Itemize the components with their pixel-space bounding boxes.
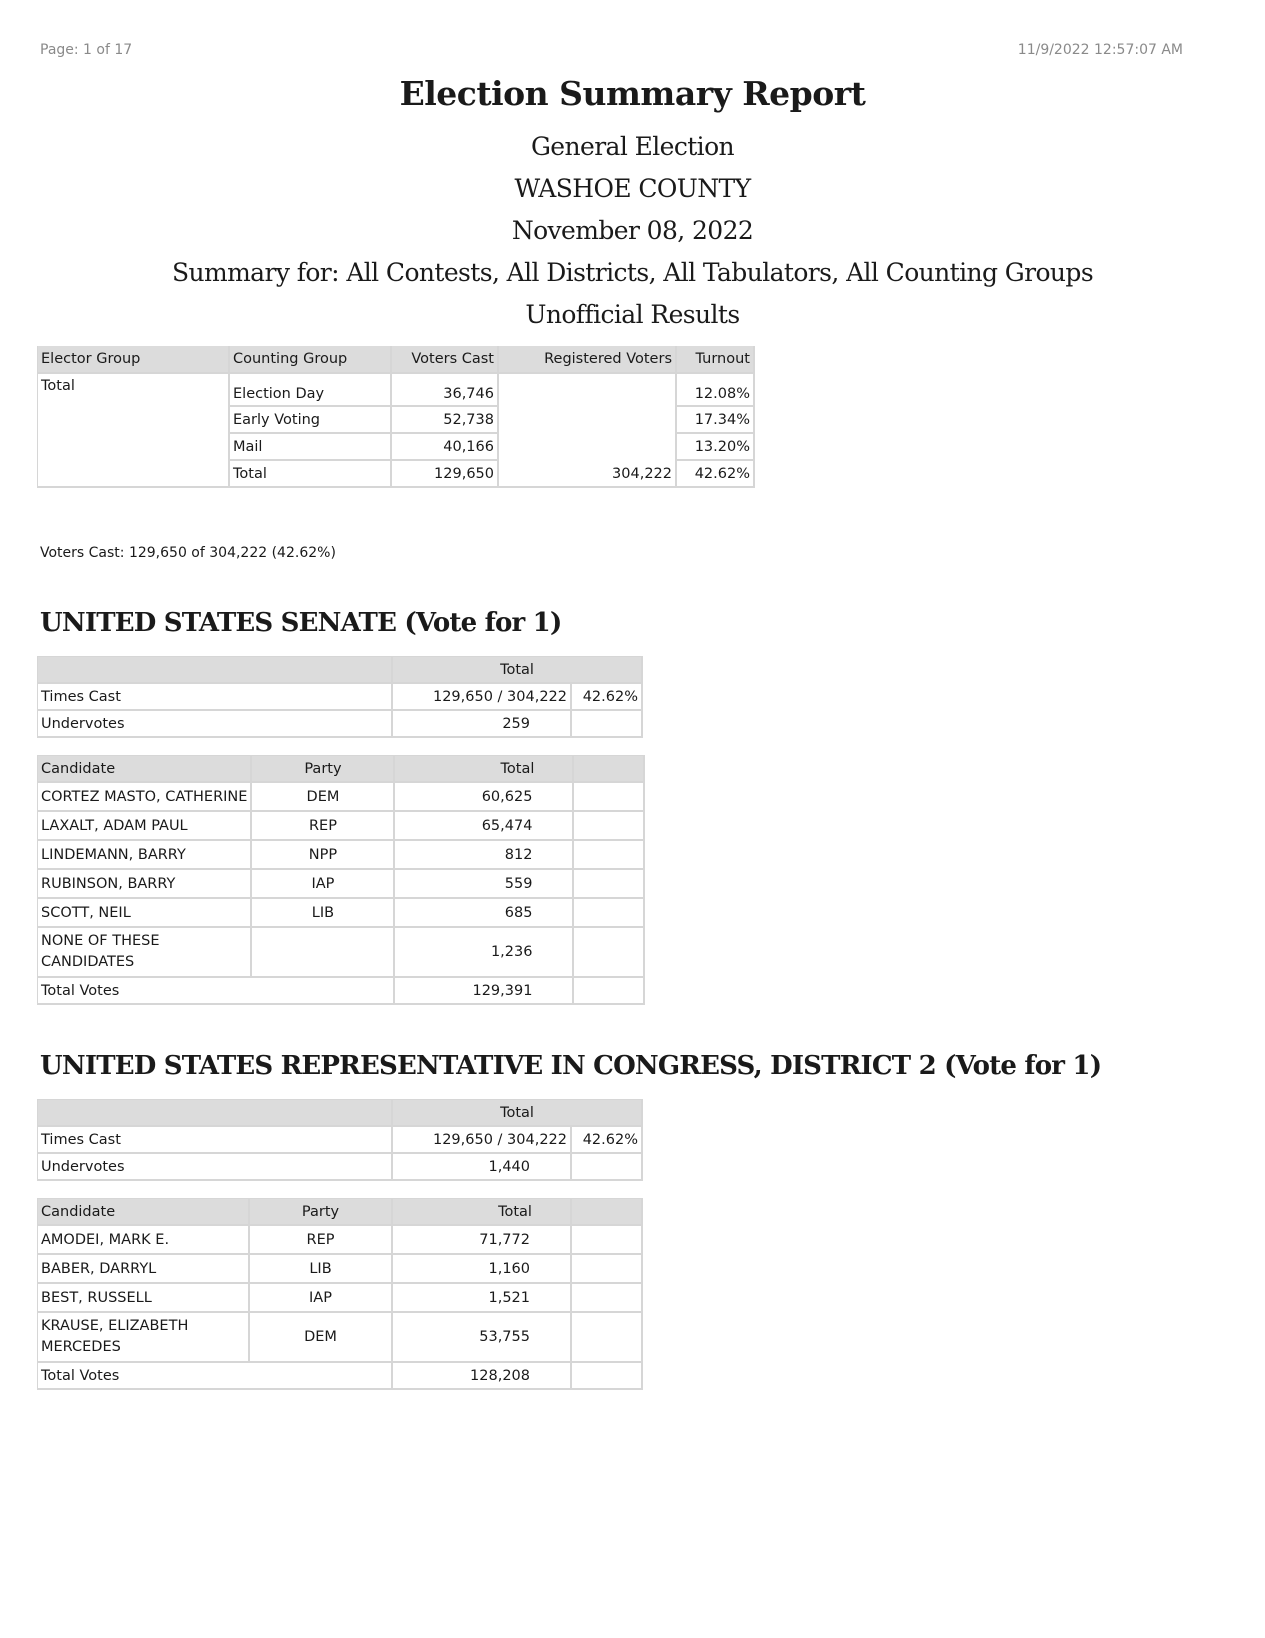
candidate-pct: [572, 1226, 643, 1255]
candidate-total: 65,474: [395, 812, 574, 841]
candidate-row: [37, 1284, 643, 1313]
turnout-cell: 12.08%: [677, 374, 755, 407]
counting-group-cell: Early Voting: [230, 407, 392, 434]
election-date: November 08, 2022: [511, 216, 754, 245]
total-votes-value: 129,391: [395, 978, 574, 1005]
times-cast-label: Times Cast: [37, 1127, 393, 1154]
congress-candidates-table: [37, 1198, 643, 1390]
candidate-party: REP: [252, 812, 395, 841]
candidate-pct: [572, 1313, 643, 1363]
candidate-pct: [574, 870, 645, 899]
candidate-total: 812: [395, 841, 574, 870]
candidate-name: KRAUSE, ELIZABETH MERCEDES: [37, 1313, 250, 1363]
candidate-pct: [572, 1284, 643, 1313]
undervotes-pct: [572, 1154, 643, 1181]
header-turnout: Turnout: [677, 346, 755, 374]
candidate-party: [252, 928, 395, 978]
candidate-name: AMODEI, MARK E.: [37, 1226, 250, 1255]
total-votes-row: [37, 978, 645, 1005]
voters-cast-cell: 40,166: [392, 434, 499, 461]
candidate-name: BABER, DARRYL: [37, 1255, 250, 1284]
times-cast-value: 129,650 / 304,222: [393, 1127, 572, 1154]
total-votes-row: [37, 1363, 643, 1390]
header-total: Total: [395, 755, 574, 783]
candidate-total: 71,772: [393, 1226, 572, 1255]
header-elector-group: Elector Group: [37, 346, 230, 374]
page-number: Page: 1 of 17: [40, 42, 133, 58]
candidate-party: NPP: [252, 841, 395, 870]
table-header-row: [37, 1099, 643, 1127]
contest-title-congress-d2: UNITED STATES REPRESENTATIVE IN CONGRESS, DISTRICT 2 (Vote for 1): [40, 1051, 1102, 1081]
header-party: Party: [250, 1198, 393, 1226]
candidate-name: SCOTT, NEIL: [37, 899, 252, 928]
registered-cell: [499, 407, 677, 434]
candidate-total: 559: [395, 870, 574, 899]
report-title: Election Summary Report: [399, 74, 866, 113]
candidate-name: CORTEZ MASTO, CATHERINE: [37, 783, 252, 812]
candidate-name: LINDEMANN, BARRY: [37, 841, 252, 870]
elector-group-cell: Total: [37, 374, 230, 488]
table-row: [37, 374, 755, 407]
total-votes-value: 128,208: [393, 1363, 572, 1390]
candidate-party: IAP: [252, 870, 395, 899]
candidate-total: 1,521: [393, 1284, 572, 1313]
election-name: General Election: [530, 132, 735, 161]
header-blank: [37, 1099, 393, 1127]
candidate-total: 685: [395, 899, 574, 928]
table-header-row: [37, 656, 643, 684]
total-votes-label: Total Votes: [37, 1363, 393, 1390]
undervotes-value: 259: [393, 711, 572, 738]
candidate-party: LIB: [252, 899, 395, 928]
registered-cell: [499, 434, 677, 461]
registered-cell: [499, 374, 677, 407]
candidate-pct: [572, 1255, 643, 1284]
candidate-row: [37, 870, 645, 899]
header-total: Total: [393, 1198, 572, 1226]
turnout-cell: 17.34%: [677, 407, 755, 434]
candidate-row: [37, 928, 645, 978]
header-pct: [572, 1198, 643, 1226]
table-header-row: [37, 755, 645, 783]
header-pct: [574, 755, 645, 783]
candidate-party: REP: [250, 1226, 393, 1255]
candidate-row: [37, 1313, 643, 1363]
senate-candidates-table: [37, 755, 645, 1005]
undervotes-value: 1,440: [393, 1154, 572, 1181]
table-header-row: [37, 1198, 643, 1226]
candidate-party: IAP: [250, 1284, 393, 1313]
table-row: [37, 1127, 643, 1154]
voters-cast-cell: 129,650: [392, 461, 499, 488]
turnout-cell: 13.20%: [677, 434, 755, 461]
candidate-pct: [574, 783, 645, 812]
table-row: [37, 711, 643, 738]
candidate-row: [37, 1226, 643, 1255]
times-cast-label: Times Cast: [37, 684, 393, 711]
total-votes-pct: [574, 978, 645, 1005]
candidate-party: LIB: [250, 1255, 393, 1284]
header-blank: [37, 656, 393, 684]
candidate-row: [37, 812, 645, 841]
candidate-total: 1,160: [393, 1255, 572, 1284]
voters-cast-cell: 36,746: [392, 374, 499, 407]
candidate-name: LAXALT, ADAM PAUL: [37, 812, 252, 841]
total-votes-label: Total Votes: [37, 978, 395, 1005]
times-cast-pct: 42.62%: [572, 684, 643, 711]
candidate-total: 60,625: [395, 783, 574, 812]
candidate-party: DEM: [252, 783, 395, 812]
table-row: [37, 1154, 643, 1181]
undervotes-label: Undervotes: [37, 711, 393, 738]
candidate-party: DEM: [250, 1313, 393, 1363]
candidate-name: RUBINSON, BARRY: [37, 870, 252, 899]
candidate-row: [37, 841, 645, 870]
voters-cast-summary: Voters Cast: 129,650 of 304,222 (42.62%): [40, 545, 336, 561]
header-total: Total: [393, 656, 643, 684]
voters-cast-cell: 52,738: [392, 407, 499, 434]
summary-scope: Summary for: All Contests, All Districts, All Tabulators, All Counting Groups: [171, 258, 1094, 287]
candidate-name: BEST, RUSSELL: [37, 1284, 250, 1313]
turnout-table: [37, 346, 755, 488]
header-candidate: Candidate: [37, 755, 252, 783]
registered-cell: 304,222: [499, 461, 677, 488]
table-row: [37, 684, 643, 711]
counting-group-cell: Election Day: [230, 374, 392, 407]
header-voters-cast: Voters Cast: [392, 346, 499, 374]
congress-stats-table: [37, 1099, 643, 1181]
header-party: Party: [252, 755, 395, 783]
candidate-row: [37, 1255, 643, 1284]
turnout-cell: 42.62%: [677, 461, 755, 488]
candidate-pct: [574, 899, 645, 928]
header-counting-group: Counting Group: [230, 346, 392, 374]
counting-group-cell: Mail: [230, 434, 392, 461]
header-candidate: Candidate: [37, 1198, 250, 1226]
total-votes-pct: [572, 1363, 643, 1390]
county-name: WASHOE COUNTY: [514, 174, 751, 203]
times-cast-value: 129,650 / 304,222: [393, 684, 572, 711]
candidate-pct: [574, 841, 645, 870]
counting-group-cell: Total: [230, 461, 392, 488]
undervotes-pct: [572, 711, 643, 738]
table-header-row: [37, 346, 755, 374]
header-registered-voters: Registered Voters: [499, 346, 677, 374]
senate-stats-table: [37, 656, 643, 738]
candidate-total: 1,236: [395, 928, 574, 978]
report-timestamp: 11/9/2022 12:57:07 AM: [1017, 42, 1183, 58]
header-total: Total: [393, 1099, 643, 1127]
candidate-row: [37, 899, 645, 928]
candidate-name: NONE OF THESE CANDIDATES: [37, 928, 252, 978]
undervotes-label: Undervotes: [37, 1154, 393, 1181]
candidate-total: 53,755: [393, 1313, 572, 1363]
candidate-pct: [574, 928, 645, 978]
results-status: Unofficial Results: [525, 300, 740, 329]
candidate-pct: [574, 812, 645, 841]
candidate-row: [37, 783, 645, 812]
times-cast-pct: 42.62%: [572, 1127, 643, 1154]
contest-title-senate: UNITED STATES SENATE (Vote for 1): [40, 608, 562, 638]
